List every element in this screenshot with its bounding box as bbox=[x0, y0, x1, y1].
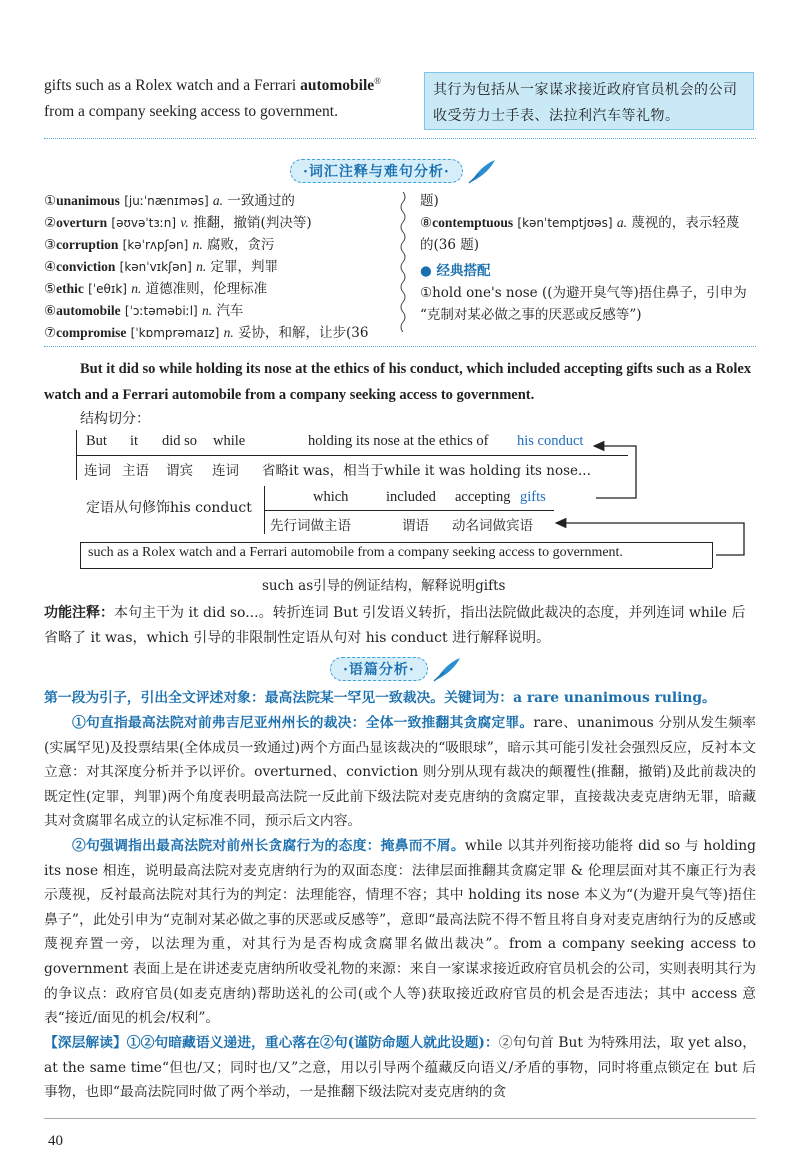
translation-text: 其行为包括从一家谋求接近政府官员机会的公司收受劳力士手表、法拉利汽车等礼物。 bbox=[433, 82, 738, 124]
vocab-item: ④conviction [kənˈvɪkʃən] n. 定罪，判罪 bbox=[44, 259, 279, 275]
attributive-clause-label: 定语从句修饰his conduct bbox=[86, 500, 252, 516]
classic-collocation-line2: “克制对某必做之事的厌恶或反感等”) bbox=[420, 307, 642, 323]
paragraph-3 bbox=[44, 834, 756, 1031]
vocab-item: ②overturn [əʊvəˈtɜːn] v. 推翻，撤销(判决等) bbox=[44, 215, 312, 231]
paragraph-3-text: while 以其并列衔接功能将 did so 与 holding its nose 相连，说明最高法院对麦克唐纳行为的双面态度：法律层面推翻其贪腐定罪 & 伦理层面对其不廉正行为表示蔑视，反衬最高法院对其行为的判定：法理能容，情理不容；其中 holding its nose 本义为“(为避开臭气等)捂住鼻子”，此处引申为“克制对某必做之事的厌恶或反感等”，意即“最高法院不得不暂且将自身对麦克唐纳行为的反感或蔑视弃置一旁，以法理为重，对其行为是否构成贪腐罪名做出裁决”。from a company seeking access to government 表面上是在讲述麦克唐纳所收受礼物的来源：来自一家谋求接近政府官员机会的公司，实则表明其行为的争议点：政府官员(如麦克唐纳)帮助送礼的公司(或个人等)获取接近政府官员的机会是否违法；其中 access 意表“接近/面见的机会/权利”。 bbox=[44, 838, 756, 1027]
discourse-banner bbox=[330, 656, 462, 682]
top-english-line1: gifts such as a Rolex watch and a Ferrari bbox=[44, 77, 301, 95]
paragraph-1 bbox=[44, 686, 756, 711]
row1-role: 省略it was，相当于while it was holding its nose... bbox=[262, 463, 591, 479]
discourse-banner-title: ·语篇分析· bbox=[330, 657, 428, 681]
vocab-item: ①unanimous [juːˈnænɪməs] a. 一致通过的 bbox=[44, 193, 295, 209]
vocab-item: ⑤ethic [ˈeθɪk] n. 道德准则，伦理标准 bbox=[44, 281, 268, 297]
paragraph-4 bbox=[44, 1031, 756, 1105]
top-english-line2: from a company seeking access to government. bbox=[44, 103, 338, 121]
row1-word: it bbox=[130, 433, 139, 449]
functional-note-label: 功能注释： bbox=[44, 605, 114, 621]
footer-rule bbox=[44, 1118, 756, 1119]
functional-note bbox=[44, 601, 756, 651]
row3-text: such as a Rolex watch and a Ferrari automobile from a company seeking access to government. bbox=[88, 545, 623, 560]
analysis-sentence: But it did so while holding its nose at the ethics of his conduct, which included accepting gifts such as a Rolex watch and a Ferrari automobile from a company seeking access to government. bbox=[44, 361, 752, 403]
top-english-bold: automobile bbox=[300, 77, 375, 95]
page-number: 40 bbox=[48, 1133, 63, 1149]
vocab-item-cont: 的(36 题) bbox=[420, 237, 480, 253]
vocab-item-cont: 题) bbox=[420, 193, 439, 209]
row2-role: 动名词做宾语 bbox=[452, 518, 533, 534]
row1-word: did so bbox=[162, 433, 198, 449]
paragraph-2 bbox=[44, 711, 756, 834]
row1-role: 连词 bbox=[84, 463, 111, 479]
footnote-marker: ® bbox=[374, 76, 382, 86]
row1-word: holding its nose at the ethics of bbox=[308, 433, 489, 449]
row2-role: 先行词做主语 bbox=[270, 518, 351, 534]
row3-role: such as引导的例证结构，解释说明gifts bbox=[262, 578, 506, 594]
classic-collocation-title: ● 经典搭配 bbox=[420, 263, 491, 279]
row1-role: 连词 bbox=[212, 463, 239, 479]
row2-word: included bbox=[386, 489, 436, 505]
row1-word: But bbox=[86, 433, 107, 449]
structure-label: 结构切分： bbox=[80, 411, 150, 427]
row1-word: while bbox=[213, 433, 246, 449]
vocab-item: ⑧contemptuous [kənˈtemptjʊəs] a. 蔑视的，表示轻蔑 bbox=[420, 215, 740, 231]
functional-note-text: 本句主干为 it did so...。转折连词 But 引发语义转折，指出法院做此裁决的态度，并列连词 while 后省略了 it was，which 引导的非限制性定语从句对 his conduct 进行解释说明。 bbox=[44, 605, 746, 646]
paragraph-4-lead: 【深层解读】①②句暗藏语义递进，重心落在②句(谨防命题人就此设题)： bbox=[44, 1035, 499, 1051]
vocab-item: ⑦compromise [ˈkɒmprəmaɪz] n. 妥协，和解，让步(36 bbox=[44, 325, 369, 341]
quill-icon bbox=[432, 656, 462, 682]
paragraph-3-lead: ②句强调指出最高法院对前州长贪腐行为的态度：掩鼻而不屑。 bbox=[72, 838, 465, 854]
row2-word: which bbox=[313, 489, 349, 505]
gifts-target: gifts bbox=[520, 489, 546, 505]
row2-word: accepting bbox=[455, 489, 511, 505]
row1-role: 谓宾 bbox=[166, 463, 193, 479]
paragraph-2-text: rare、unanimous 分别从发生频率(实属罕见)及投票结果(全体成员一致通过)两个方面凸显该裁决的“吸眼球”，暗示其可能引发社会强烈反应，反衬本文立意：对其深度分析并予以评价。overturned、conviction 则分别从现有裁决的颠覆性(推翻，撤销)及此前裁决的既定性(定罪，判罪)两个角度表明最高法院一反此前下级法院对麦克唐纳的贪腐定罪，直接裁决麦克唐纳无罪，暗藏其对贪腐罪名成立的认定标准不同，预示后文内容。 bbox=[44, 715, 757, 830]
row2-role: 谓语 bbox=[402, 518, 429, 534]
row1-role: 主语 bbox=[122, 463, 149, 479]
vocab-banner-title: ·词汇注释与难句分析· bbox=[290, 159, 463, 183]
classic-collocation-line1: ①hold one's nose ((为避开臭气等)捂住鼻子，引申为 bbox=[420, 285, 747, 301]
vocab-item: ③corruption [kəˈrʌpʃən] n. 腐败，贪污 bbox=[44, 237, 275, 253]
paragraph-2-lead: ①句直指最高法院对前弗吉尼亚州州长的裁决：全体一致推翻其贪腐定罪。 bbox=[72, 715, 534, 731]
vocab-item: ⑥automobile [ˈɔːtəməbiːl] n. 汽车 bbox=[44, 303, 244, 319]
paragraph-1-lead: 第一段为引子，引出全文评述对象：最高法院某一罕见一致裁决。关键词为：a rare unanimous ruling。 bbox=[44, 690, 716, 706]
paragraph-4-text: ②句句首 But 为特殊用法，取 yet also，at the same time“但也/又；同时也/又”之意，用以引导两个蕴藏反向语义/矛盾的事物，同时将重点锁定在 but 后事物，也即“最高法院同时做了两个举动，一是推翻下级法院对麦克唐纳的贪 bbox=[44, 1035, 756, 1101]
his-conduct-target: his conduct bbox=[517, 433, 584, 449]
